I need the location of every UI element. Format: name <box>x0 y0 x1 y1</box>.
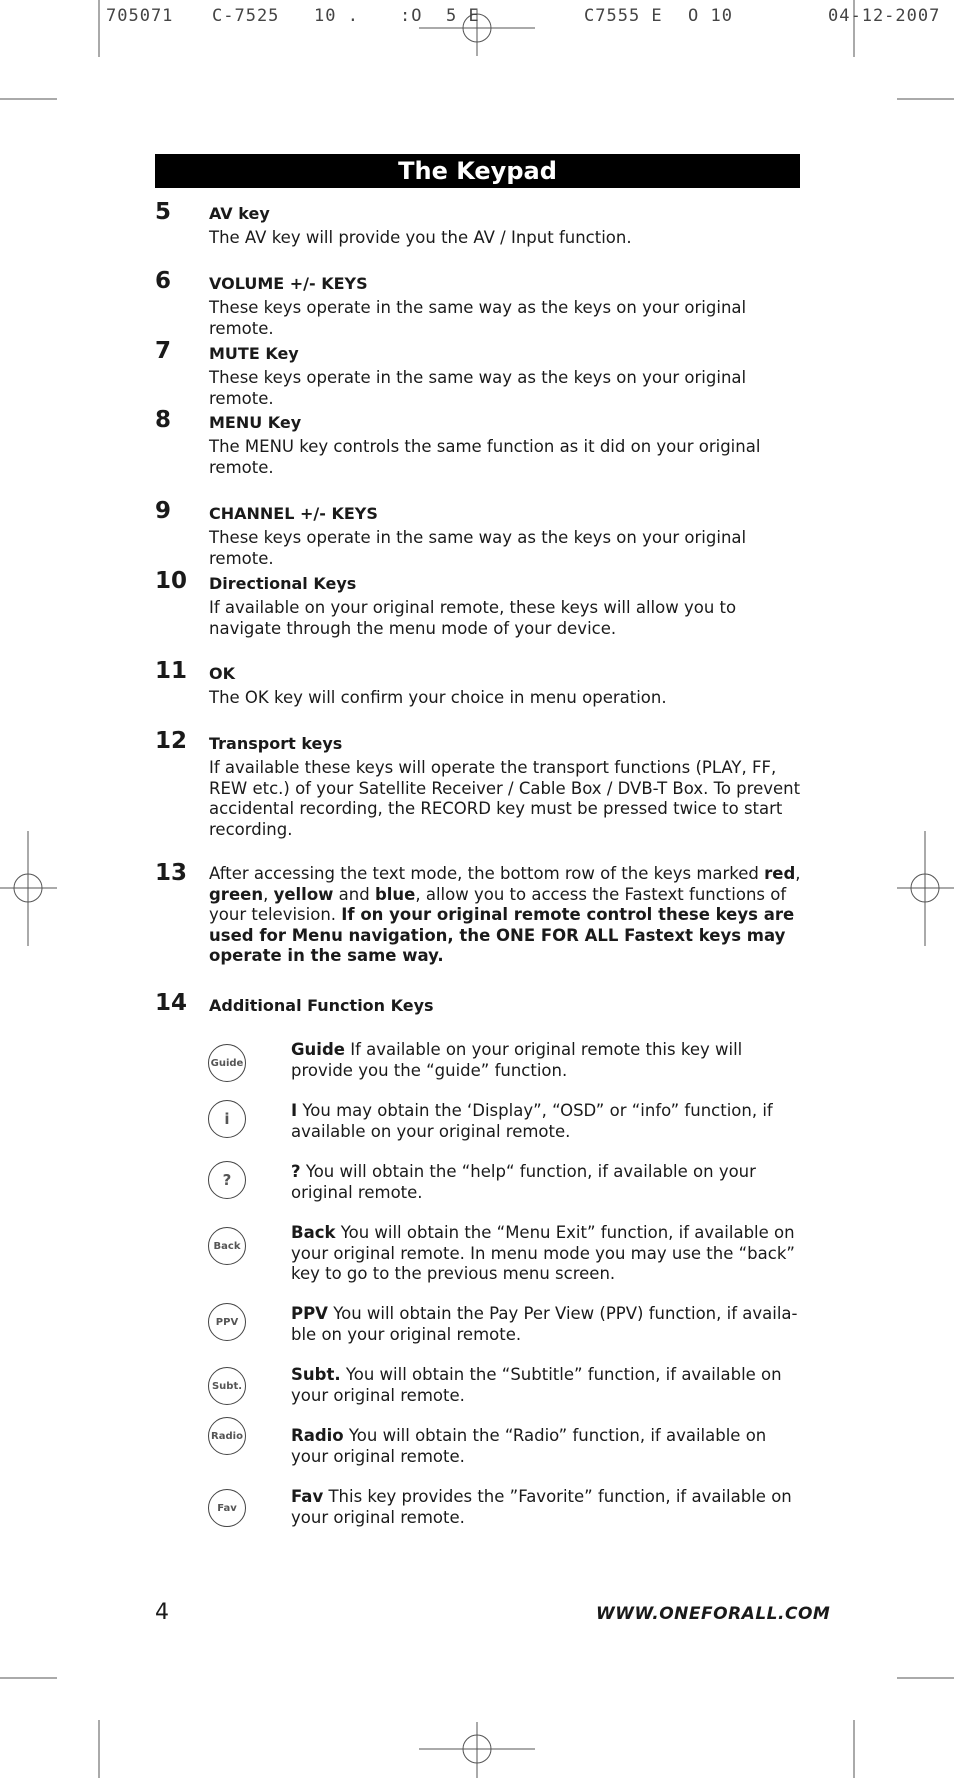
fastext-note: If on your original remote control these keys are used for Menu navigation, the ONE FOR ALL Fastext keys may operate in the same way. <box>209 905 795 965</box>
item-number: 12 <box>155 728 188 754</box>
website-url[interactable]: WWW.ONEFORALL.COM <box>596 1604 831 1624</box>
item-heading: OK <box>209 664 235 683</box>
subtitle-key-icon: Subt. <box>208 1367 246 1405</box>
page-number: 4 <box>155 1600 169 1625</box>
function-description <box>291 1426 803 1467</box>
color-green-label: green <box>209 884 264 904</box>
separator: and <box>333 884 375 904</box>
function-text: If available on your original remote this key will provide you the “guide” function. <box>291 1040 743 1080</box>
item-heading: Additional Function Keys <box>209 996 434 1015</box>
page-title: The Keypad <box>155 154 800 188</box>
function-name: Subt. <box>291 1365 341 1384</box>
item-number: 11 <box>155 658 188 684</box>
item-number: 5 <box>155 199 172 225</box>
function-description <box>291 1223 803 1285</box>
function-name: I <box>291 1101 298 1120</box>
slug-field: 5 E <box>446 6 480 26</box>
slug-code: C-7525 <box>212 6 280 26</box>
item-number: 10 <box>155 568 188 594</box>
slug-date: 04-12-2007 <box>828 6 941 26</box>
item-heading: MENU Key <box>209 413 302 432</box>
item-number: 8 <box>155 407 172 433</box>
function-name: Back <box>291 1223 336 1242</box>
function-description <box>291 1040 803 1081</box>
function-text: This key provides the ”Favorite” function, if available on your original remote. <box>291 1487 792 1527</box>
item-number: 13 <box>155 860 188 886</box>
radio-key-icon: Radio <box>208 1417 246 1455</box>
function-text: You will obtain the “Subtitle” function, if available on your original remote. <box>291 1365 782 1405</box>
separator: , <box>263 884 274 904</box>
item-description: These keys operate in the same way as the keys on your original remote. <box>209 528 747 568</box>
function-name: Guide <box>291 1040 345 1059</box>
item-description: The OK key will confirm your choice in menu operation. <box>209 688 667 707</box>
function-text: You will obtain the “Radio” function, if available on your original remote. <box>291 1426 767 1466</box>
function-description <box>291 1162 803 1203</box>
ppv-key-icon: PPV <box>208 1303 246 1341</box>
function-text: You will obtain the “Menu Exit” function, if available on your original remote. In menu mode you may use the “back” key to go to the previous menu screen. <box>291 1223 795 1283</box>
function-name: Fav <box>291 1487 324 1506</box>
separator: , <box>795 864 801 883</box>
item-description: The AV key will provide you the AV / Input function. <box>209 228 632 247</box>
fastext-text: , allow you to access the Fastext functions of your television. <box>209 884 787 924</box>
item-number: 7 <box>155 338 172 364</box>
slug-field: :O <box>400 6 423 26</box>
item-number: 14 <box>155 990 188 1016</box>
function-name: PPV <box>291 1304 328 1323</box>
slug-code: C7555 E <box>584 6 663 26</box>
item-heading: CHANNEL +/- KEYS <box>209 504 378 523</box>
color-blue-label: blue <box>374 884 416 904</box>
function-text: You will obtain the Pay Per View (PPV) function, if availa-ble on your original remote. <box>291 1304 798 1344</box>
item-number: 9 <box>155 498 172 524</box>
function-text: You may obtain the ‘Display”, “OSD” or “info” function, if available on your original remote. <box>291 1101 773 1141</box>
fastext-description <box>209 864 809 967</box>
item-description: The MENU key controls the same function as it did on your original remote. <box>209 437 761 477</box>
function-text: You will obtain the “help“ function, if available on your original remote. <box>291 1162 756 1202</box>
item-number: 6 <box>155 268 172 294</box>
item-description: If available these keys will operate the transport functions (PLAY, FF, REW etc.) of your Satellite Receiver / Cable Box / DVB-T Box. To prevent accidental recording, the RECORD key must be pressed twice to start recording. <box>209 758 801 839</box>
item-description: These keys operate in the same way as the keys on your original remote. <box>209 368 747 408</box>
fastext-text: After accessing the text mode, the bottom row of the keys marked <box>209 864 765 883</box>
item-description: If available on your original remote, these keys will allow you to navigate through the menu mode of your device. <box>209 598 737 638</box>
color-red-label: red <box>764 864 796 883</box>
item-heading: MUTE Key <box>209 344 299 363</box>
slug-field: O 10 <box>688 6 733 26</box>
item-heading: VOLUME +/- KEYS <box>209 274 368 293</box>
guide-key-icon: Guide <box>208 1044 246 1082</box>
slug-job: 705071 <box>106 6 174 26</box>
item-heading: AV key <box>209 204 270 223</box>
item-description: These keys operate in the same way as the keys on your original remote. <box>209 298 747 338</box>
function-description <box>291 1101 803 1142</box>
function-description <box>291 1304 803 1345</box>
fav-key-icon: Fav <box>208 1489 246 1527</box>
function-description <box>291 1487 803 1528</box>
item-heading: Transport keys <box>209 734 343 753</box>
info-key-icon: i <box>208 1100 246 1138</box>
help-key-icon: ? <box>208 1161 246 1199</box>
item-heading: Directional Keys <box>209 574 357 593</box>
function-name: ? <box>291 1162 301 1181</box>
slug-field: 10 . <box>314 6 359 26</box>
function-description <box>291 1365 803 1406</box>
back-key-icon: Back <box>208 1227 246 1265</box>
color-yellow-label: yellow <box>273 884 334 904</box>
function-name: Radio <box>291 1426 344 1445</box>
